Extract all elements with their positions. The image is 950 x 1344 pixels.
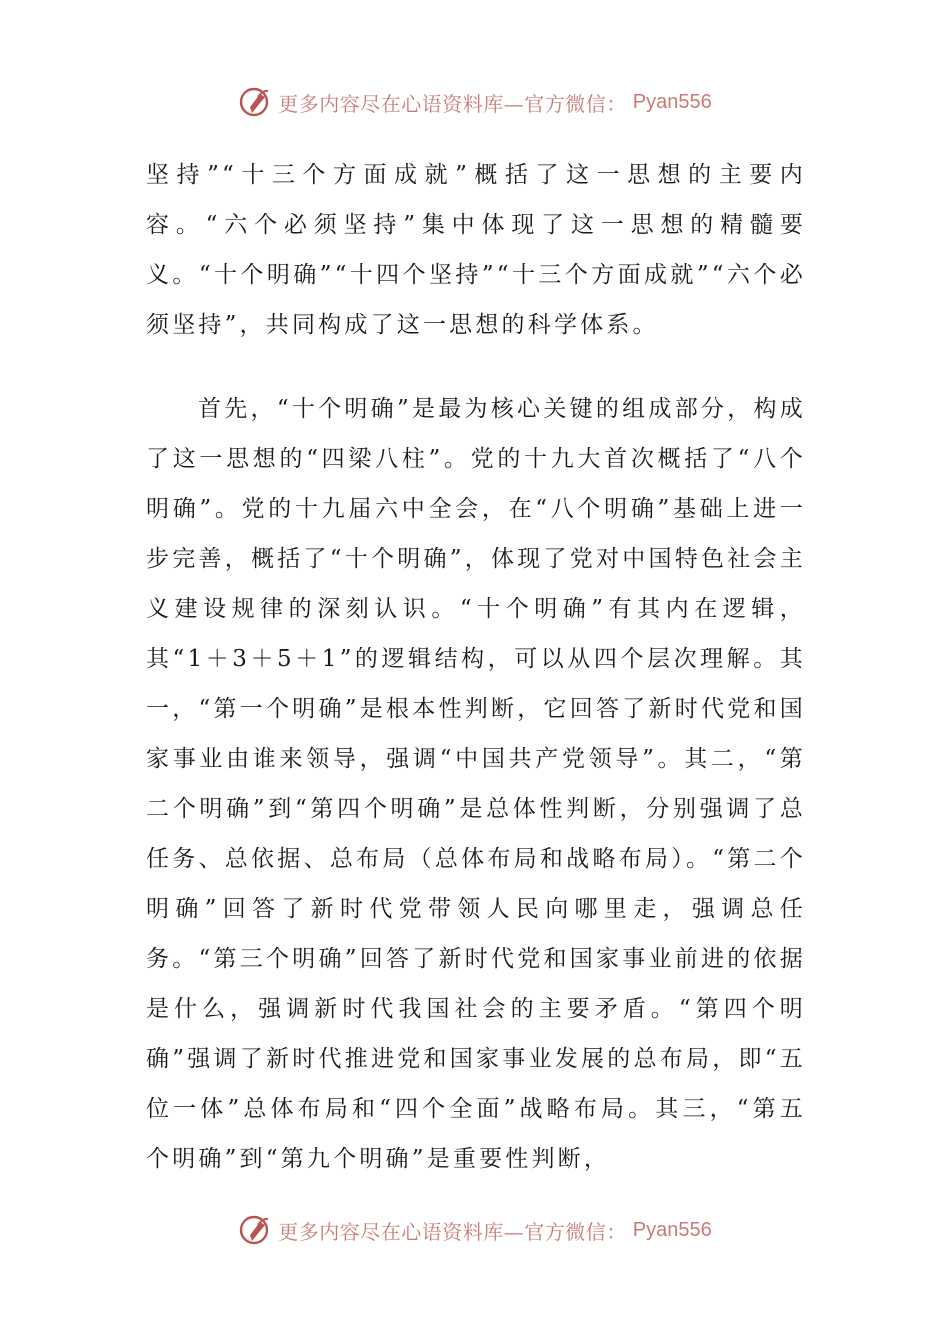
watermark-text: 更多内容尽在心语资料库—官方微信： bbox=[278, 91, 627, 116]
paragraph-1: 坚持”“十三个方面成就”概括了这一思想的主要内容。“六个必须坚持”集中体现了这一思想的精髓要义。“十个明确”“十四个坚持”“十三个方面成就”“六个必须坚持”，共同构成了这一思想的科学体系。 bbox=[146, 162, 806, 338]
paragraph-2: 首先，“十个明确”是最为核心关键的组成部分，构成了这一思想的“四梁八柱”。党的十九大首次概括了“八个明确”。党的十九届六中全会，在“八个明确”基础上进一步完善，概括了“十个明确”，体现了党对中国特色社会主义建设规律的深刻认识。“十个明确”有其内在逻辑，其“1＋3＋5＋1”的逻辑结构，可以从四个层次理解。其一，“第一个明确”是根本性判断，它回答了新时代党和国家事业由谁来领导，强调“中国共产党领导”。其二，“第二个明确”到“第四个明确”是总体性判断，分别强调了总任务、总依据、总布局（总体布局和战略布局）。“第二个明确”回答了新时代党带领人民向哪里走，强调总任务。“第三个明确”回答了新时代党和国家事业前进的依据是什么，强调新时代我国社会的主要矛盾。“第四个明确”强调了新时代推进党和国家事业发展的总布局，即“五位一体”总体布局和“四个全面”战略布局。其三，“第五个明确”到“第九个明确”是重要性判断， bbox=[146, 396, 806, 1172]
watermark-text: 更多内容尽在心语资料库—官方微信： bbox=[278, 1219, 627, 1244]
document-body bbox=[146, 150, 806, 1184]
header-watermark bbox=[0, 82, 950, 122]
watermark-wechat-id: Pyan556 bbox=[632, 1218, 712, 1241]
watermark-wechat-id: Pyan556 bbox=[632, 90, 712, 113]
pen-logo-icon bbox=[238, 85, 272, 119]
footer-watermark bbox=[0, 1210, 950, 1250]
pen-logo-icon bbox=[238, 1213, 272, 1247]
